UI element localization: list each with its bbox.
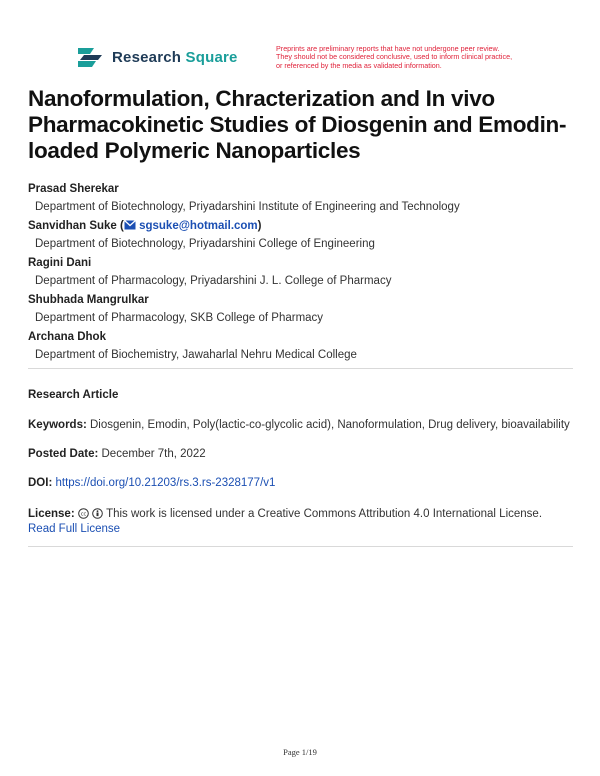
- author-name: Ragini Dani: [28, 257, 92, 269]
- license-label: License:: [28, 508, 75, 520]
- author-affiliation: Department of Biotechnology, Priyadarshini College of Engineering: [35, 238, 375, 250]
- disclaimer-line: Preprints are preliminary reports that have not undergone peer review.: [276, 44, 500, 53]
- keywords-value: Diosgenin, Emodin, Poly(lactic-co-glycolic acid), Nanoformulation, Drug delivery, bioavailability: [90, 419, 570, 431]
- author-name: Shubhada Mangrulkar: [28, 294, 149, 306]
- doi-row: [28, 476, 576, 491]
- keywords-row: [28, 418, 576, 433]
- section-divider: [28, 546, 573, 547]
- paper-title: Nanoformulation, Chracterization and In vivo Pharmacokinetic Studies of Diosgenin and Emodin-loaded Polymeric Nanoparticles: [28, 86, 567, 163]
- research-square-logo[interactable]: [76, 44, 238, 70]
- article-type-label: Research Article: [28, 389, 119, 401]
- keywords-label: Keywords:: [28, 419, 87, 431]
- author-email-text: sgsuke@hotmail.com: [139, 220, 258, 232]
- attribution-icon: [92, 508, 103, 519]
- read-full-license-link[interactable]: Read Full License: [28, 523, 121, 535]
- page-number: Page 1/19: [283, 747, 317, 757]
- logo-primary-text: Research: [112, 48, 182, 66]
- disclaimer-line: or referenced by the media as validated information.: [276, 60, 442, 70]
- author-affiliation: Department of Pharmacology, Priyadarshini J. L. College of Pharmacy: [35, 275, 392, 287]
- preprint-disclaimer: [276, 45, 566, 70]
- posted-date-label: Posted Date:: [28, 448, 99, 460]
- posted-date-row: [28, 447, 576, 462]
- license-text: This work is licensed under a Creative Commons Attribution 4.0 International License.: [106, 508, 543, 520]
- logo-accent-text: Square: [185, 48, 238, 66]
- author-name: Sanvidhan Suke: [28, 220, 117, 232]
- posted-date-value: December 7th, 2022: [101, 448, 206, 460]
- license-row: [28, 507, 576, 537]
- svg-text:cc: cc: [80, 511, 87, 518]
- creative-commons-icon: [78, 508, 89, 519]
- author-affiliation: Department of Biotechnology, Priyadarshini Institute of Engineering and Technology: [35, 201, 460, 213]
- author-name: Prasad Sherekar: [28, 183, 119, 195]
- author-list: [28, 180, 576, 365]
- author-affiliation: Department of Pharmacology, SKB College of Pharmacy: [35, 312, 324, 324]
- author-email-link[interactable]: [124, 220, 258, 232]
- article-type: [28, 388, 576, 403]
- author-name: Archana Dhok: [28, 331, 106, 343]
- mail-icon: [124, 220, 136, 230]
- research-square-logo-icon: [76, 44, 104, 70]
- logo-wordmark: [112, 49, 238, 66]
- author-name-with-email: Sanvidhan Suke ( sgsuke@hotmail.com): [28, 220, 262, 232]
- disclaimer-line: They should not be considered conclusive, used to inform clinical practice,: [276, 52, 513, 62]
- doi-link[interactable]: https://doi.org/10.21203/rs.3.rs-2328177/v1: [55, 477, 276, 489]
- author-affiliation: Department of Biochemistry, Jawaharlal Nehru Medical College: [35, 349, 357, 361]
- section-divider: [28, 368, 573, 369]
- doi-label: DOI:: [28, 477, 53, 489]
